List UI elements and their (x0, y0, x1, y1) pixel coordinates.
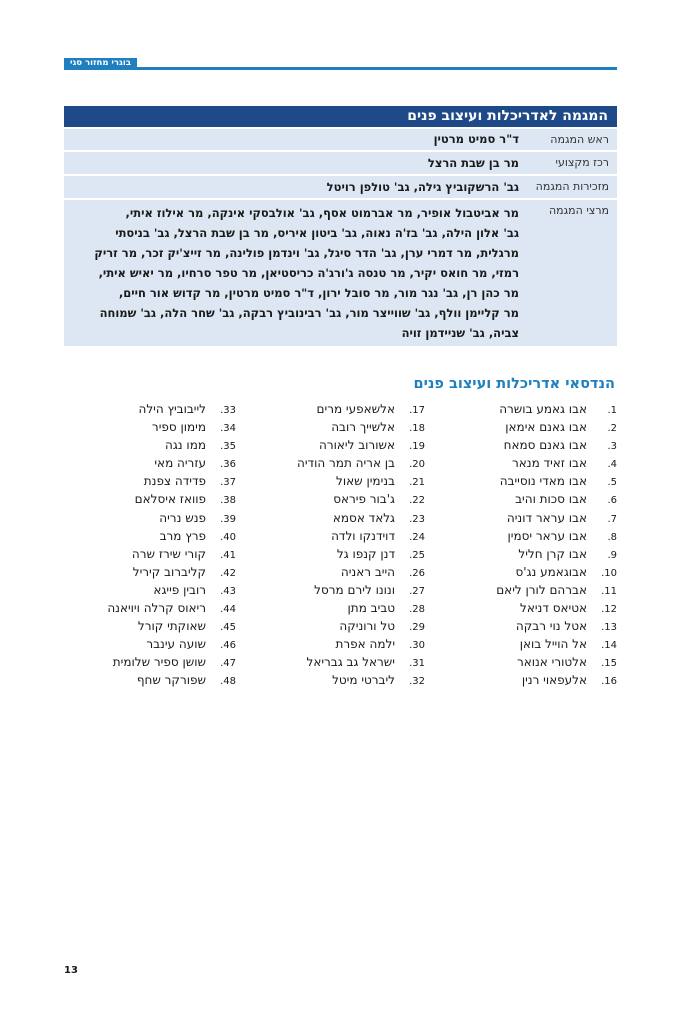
graduate-item (107, 671, 236, 689)
graduate-number: 18. (409, 423, 425, 435)
graduate-number: 17. (409, 405, 425, 416)
table-row-coordinator (64, 150, 617, 174)
graduate-name: גלאד אסמא (332, 510, 395, 525)
graduate-item (297, 436, 425, 454)
graduate-number: 45. (220, 622, 236, 634)
graduate-number: 34. (220, 423, 236, 435)
graduate-item (297, 490, 425, 508)
graduate-name: טביב מתן (347, 601, 395, 616)
table-row-head (64, 127, 617, 150)
graduate-number: 3. (607, 441, 617, 453)
graduate-name: אבו עראר יסמין (507, 528, 587, 543)
graduate-number: 36. (220, 459, 236, 471)
graduate-item (496, 509, 617, 527)
graduate-item (107, 581, 236, 599)
graduate-number: 12. (601, 604, 617, 616)
graduate-name: אשורוב ליאורה (319, 438, 395, 453)
graduate-name: אלשאפעי מרים (316, 402, 395, 416)
graduates-column-1 (496, 400, 617, 690)
graduate-name: אלעפאוי רנין (521, 673, 587, 688)
graduate-name: הייב ראניה (340, 564, 395, 579)
graduate-name: אבוגאמע נג'ס (515, 564, 587, 579)
graduate-name: אבו עראר דוניה (506, 510, 587, 525)
graduate-name: אבו גאנם סמאח (503, 438, 587, 453)
graduate-item (107, 400, 236, 418)
graduate-name: אבו סכות והיב (515, 492, 587, 507)
header-tag: בוגרי מחזור סגי (64, 58, 137, 69)
graduate-number: 22. (409, 495, 425, 507)
graduate-number: 42. (220, 567, 236, 579)
graduate-name: ריאוס קרלה ויויאנה (107, 601, 206, 616)
graduate-name: ממו נגה (165, 438, 206, 453)
graduate-item (297, 454, 425, 472)
graduate-name: אטל נוי רבקה (515, 619, 587, 634)
graduate-name: אטיאס דניאל (520, 601, 587, 616)
graduate-name: אבו זאיד מנאר (511, 456, 587, 471)
graduate-name: אלשייך רובה (331, 420, 395, 435)
graduate-number: 26. (409, 567, 425, 579)
graduate-item (496, 617, 617, 635)
graduate-number: 38. (220, 495, 236, 507)
graduates-title: הנדסאי אדריכלות ועיצוב פנים (413, 376, 615, 392)
graduate-item (107, 472, 236, 490)
graduate-item (496, 581, 617, 599)
row-label: ראש המגמה (550, 133, 609, 146)
graduate-number: 7. (607, 513, 617, 525)
graduate-item (297, 635, 425, 653)
graduate-name: פנש נריה (159, 510, 206, 525)
graduate-number: 19. (409, 441, 425, 453)
graduate-name: אבו גאמע בושרה (499, 402, 587, 416)
table-row-lecturers (64, 198, 617, 346)
graduate-item (297, 671, 425, 689)
graduate-item (496, 472, 617, 490)
graduate-item (496, 454, 617, 472)
graduate-name: בנימין שאול (336, 474, 395, 489)
graduate-item (496, 545, 617, 563)
graduate-number: 25. (409, 549, 425, 561)
graduate-name: פדידה צפנת (143, 474, 206, 489)
graduate-number: 40. (220, 531, 236, 543)
graduate-item (496, 490, 617, 508)
graduate-name: שפורקר שחף (136, 673, 206, 688)
graduate-item (496, 527, 617, 545)
row-label: מרצי המגמה (548, 204, 609, 217)
graduate-name: אל הוייל בואן (519, 637, 587, 652)
graduate-name: ג'בור פיראס (333, 492, 395, 507)
lecturers-line: מרגלית, מר דמרי ערן, גב' הדר סיגל, גב' וינדמן פולינה, מר זייצ'יק זכר, מר זריק (94, 246, 519, 260)
graduate-item (297, 563, 425, 581)
graduate-item (107, 563, 236, 581)
graduate-number: 8. (607, 531, 617, 543)
table-title: המגמה לאדריכלות ועיצוב פנים (64, 106, 617, 127)
graduate-item (297, 653, 425, 671)
graduate-item (496, 635, 617, 653)
graduate-number: 1. (607, 405, 617, 416)
row-value (64, 200, 519, 346)
lecturers-line: מר כהן רן, גב' נגר מור, מר סובל ירון, ד"ר סמיט מרטין, מר קדוש אור חיים, (118, 286, 519, 300)
graduate-number: 13. (601, 622, 617, 634)
graduate-item (496, 400, 617, 418)
graduate-item (496, 653, 617, 671)
graduate-number: 41. (220, 549, 236, 561)
graduate-name: אלטורי אנואר (516, 655, 587, 670)
graduate-number: 44. (220, 604, 236, 616)
graduate-number: 20. (409, 459, 425, 471)
graduate-number: 46. (220, 640, 236, 652)
graduate-number: 33. (220, 405, 236, 416)
graduate-number: 32. (409, 676, 425, 688)
graduate-name: דוידנקו ולדה (331, 528, 395, 543)
row-value: גב' הרשקוביץ גילה, גב' טולפן רויטל (326, 180, 519, 194)
row-value: מר בן שבת הרצל (427, 156, 519, 170)
graduate-number: 24. (409, 531, 425, 543)
graduate-item (496, 599, 617, 617)
graduate-name: אבו מאדי נוסייבה (499, 474, 587, 489)
graduate-name: ליברטי מיטל (332, 673, 395, 688)
graduate-item (107, 599, 236, 617)
graduate-item (496, 563, 617, 581)
graduate-item (107, 509, 236, 527)
graduate-item (107, 527, 236, 545)
graduate-number: 43. (220, 585, 236, 597)
graduate-item (107, 653, 236, 671)
lecturers-line: צביה, גב' שניידמן זויה (401, 326, 519, 340)
row-value: ד"ר סמיט מרטין (433, 132, 519, 146)
lecturers-line: מר קליימן וולף, גב' שווייצר מור, גב' רבינוביץ רבקה, גב' שחר הלה, גב' שמוחה (99, 306, 519, 320)
graduate-number: 29. (409, 622, 425, 634)
graduate-number: 14. (601, 640, 617, 652)
staff-table (64, 106, 617, 346)
graduates-column-2 (297, 400, 425, 690)
graduate-name: שועה עינבר (146, 637, 206, 652)
graduate-item (107, 490, 236, 508)
graduate-number: 30. (409, 640, 425, 652)
graduate-name: שושן ספיר שלומית (112, 655, 206, 670)
row-label: מזכירות המגמה (535, 180, 609, 193)
table-row-secretary (64, 174, 617, 198)
graduate-name: אברהם לורן ליאם (496, 582, 587, 597)
graduate-number: 37. (220, 477, 236, 489)
graduate-item (107, 436, 236, 454)
graduate-name: אבו קרן חליל (518, 546, 587, 561)
graduate-name: פרץ מרב (159, 528, 206, 543)
graduate-item (297, 472, 425, 490)
graduate-item (107, 635, 236, 653)
graduate-name: ילמה אפרת (335, 637, 395, 652)
graduate-item (496, 671, 617, 689)
graduate-item (297, 617, 425, 635)
graduate-item (297, 599, 425, 617)
graduate-number: 31. (409, 658, 425, 670)
graduate-number: 11. (601, 585, 617, 597)
graduate-name: טל ורוניקה (339, 619, 395, 634)
graduate-item (496, 436, 617, 454)
graduate-number: 39. (220, 513, 236, 525)
graduate-number: 5. (607, 477, 617, 489)
graduate-number: 35. (220, 441, 236, 453)
graduate-name: קורי שירז שרה (131, 546, 206, 561)
graduate-item (297, 400, 425, 418)
graduates-column-3 (107, 400, 236, 690)
row-label: רכז מקצועי (555, 156, 609, 169)
header-rule (64, 67, 617, 70)
graduate-name: מימון ספיר (151, 420, 206, 435)
graduate-number: 23. (409, 513, 425, 525)
graduate-name: רובין פייגא (153, 582, 206, 597)
graduate-item (297, 527, 425, 545)
graduate-name: שאוקתי קורל (137, 619, 206, 634)
graduate-number: 2. (607, 423, 617, 435)
graduate-number: 6. (607, 495, 617, 507)
graduate-item (297, 418, 425, 436)
graduate-number: 4. (607, 459, 617, 471)
graduate-number: 10. (601, 567, 617, 579)
graduate-item (297, 509, 425, 527)
graduate-name: עזריה מאי (154, 456, 206, 471)
graduate-name: לייבוביץ הילה (138, 402, 206, 416)
graduate-number: 48. (220, 676, 236, 688)
graduate-item (297, 545, 425, 563)
graduate-number: 21. (409, 477, 425, 489)
graduate-name: אבו גאנם אימאן (505, 420, 587, 435)
graduate-name: ישראל גב גבריאל (306, 655, 395, 670)
graduate-name: קליברוב קיריל (132, 564, 206, 579)
graduate-number: 15. (601, 658, 617, 670)
graduate-number: 9. (607, 549, 617, 561)
graduate-name: ונונו לירם מרסל (314, 582, 395, 597)
graduate-item (107, 617, 236, 635)
graduate-item (496, 418, 617, 436)
graduate-number: 47. (220, 658, 236, 670)
graduate-item (297, 581, 425, 599)
lecturers-line: רמזי, מר חואס יקיר, מר טנסה ג'ורג'ה כריסטיאן, מר טפר סרחיו, מר יאיש איתי, (98, 266, 519, 280)
graduate-number: 16. (601, 676, 617, 688)
graduate-item (107, 418, 236, 436)
graduate-name: דנן קנפו גל (336, 546, 395, 561)
graduate-item (107, 545, 236, 563)
lecturers-line: מר אביטבול אופיר, מר אברמוט אסף, גב' אולבסקי אינקה, מר אילוז איתי, (125, 206, 519, 220)
graduate-number: 28. (409, 604, 425, 616)
lecturers-line: גב' אלון הילה, גב' בז'ה נאוה, גב' ביטון איריס, מר בן שבת הרצל, גב' בניסתי (115, 226, 519, 240)
page-number: 13 (64, 965, 78, 976)
graduate-name: בן אריה תמר הודיה (297, 456, 395, 471)
graduate-name: פוואז איסלאם (134, 492, 206, 507)
graduate-item (107, 454, 236, 472)
graduate-number: 27. (409, 585, 425, 597)
